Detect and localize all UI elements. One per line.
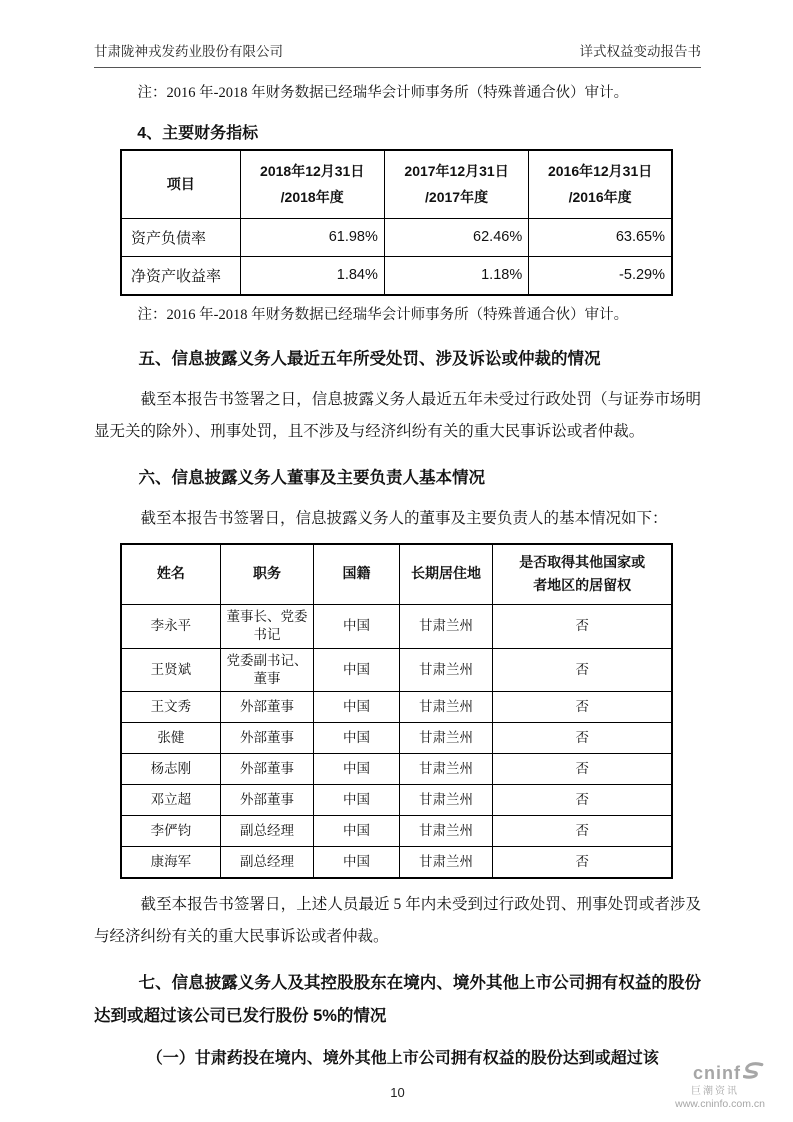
table-row — [121, 847, 672, 879]
director-nationality: 中国 — [314, 816, 399, 847]
director-residence: 甘肃兰州 — [399, 723, 493, 754]
table-row — [121, 692, 672, 723]
director-residence: 甘肃兰州 — [399, 816, 493, 847]
section-7-subheading-1: （一）甘肃药投在境内、境外其他上市公司拥有权益的股份达到或超过该 — [146, 1049, 659, 1067]
col-header-2018-line1: 2018年12月31日 — [260, 162, 365, 179]
director-nationality: 中国 — [314, 754, 399, 785]
director-nationality: 中国 — [314, 723, 399, 754]
director-name: 杨志刚 — [121, 754, 220, 785]
audit-note-repeat: 注：2016 年-2018 年财务数据已经瑞华会计师事务所（特殊普通合伙）审计。 — [137, 306, 629, 323]
col-header-2016-line2: /2016年度 — [568, 189, 632, 206]
director-title: 董事长、党委书记 — [220, 605, 314, 648]
col-header-2016-line1: 2016年12月31日 — [547, 162, 653, 179]
director-nationality: 中国 — [314, 605, 399, 648]
director-name: 李永平 — [121, 605, 220, 648]
table-header-row — [121, 544, 672, 605]
table-row — [121, 648, 672, 691]
director-residence: 甘肃兰州 — [399, 847, 493, 879]
section-heading-4: 4、主要财务指标 — [137, 124, 259, 142]
section-heading-7: 七、信息披露义务人及其控股股东在境内、境外其他上市公司拥有权益的股份达到或超过该公司已发行股份 5%的情况 — [94, 973, 701, 1025]
director-permit: 否 — [493, 847, 672, 879]
value-2016: 63.65% — [529, 218, 672, 256]
page-number: 10 — [390, 1084, 405, 1100]
col-header-2018-line2: /2018年度 — [280, 189, 344, 206]
page-header — [94, 40, 701, 68]
director-title: 党委副书记、董事 — [220, 648, 314, 691]
value-2016: -5.29% — [529, 256, 672, 295]
col-header-item: 项目 — [121, 150, 240, 219]
audit-note: 注：2016 年-2018 年财务数据已经瑞华会计师事务所（特殊普通合伙）审计。 — [137, 85, 629, 101]
financial-indicators-table — [120, 149, 673, 296]
section-heading-6: 六、信息披露义务人董事及主要负责人基本情况 — [138, 468, 486, 487]
director-title: 外部董事 — [220, 754, 314, 785]
col-header-permit — [493, 544, 672, 605]
director-name: 康海军 — [121, 847, 220, 879]
director-residence: 甘肃兰州 — [399, 648, 493, 691]
col-header-residence: 长期居住地 — [399, 544, 493, 605]
value-2017: 62.46% — [384, 218, 528, 256]
table-row — [121, 723, 672, 754]
director-nationality: 中国 — [314, 692, 399, 723]
col-header-2017-line1: 2017年12月31日 — [404, 162, 509, 179]
col-header-2017-line2: /2017年度 — [425, 189, 489, 206]
table-header-row — [121, 150, 672, 219]
indicator-name: 净资产收益率 — [121, 256, 240, 295]
table-row — [121, 785, 672, 816]
director-permit: 否 — [493, 816, 672, 847]
director-permit: 否 — [493, 754, 672, 785]
section-6-intro: 截至本报告书签署日，信息披露义务人的董事及主要负责人的基本情况如下： — [140, 509, 668, 527]
section-heading-5: 五、信息披露义务人最近五年所受处罚、涉及诉讼或仲裁的情况 — [138, 350, 601, 369]
director-title: 副总经理 — [220, 816, 314, 847]
directors-table — [120, 543, 673, 879]
table-row — [121, 816, 672, 847]
director-residence: 甘肃兰州 — [399, 754, 493, 785]
director-residence: 甘肃兰州 — [399, 692, 493, 723]
director-permit: 否 — [493, 648, 672, 691]
header-report-title: 详式权益变动报告书 — [579, 44, 701, 59]
director-permit: 否 — [493, 723, 672, 754]
director-nationality: 中国 — [314, 847, 399, 879]
col-header-2017 — [384, 150, 528, 219]
director-permit: 否 — [493, 692, 672, 723]
director-permit: 否 — [493, 605, 672, 648]
director-name: 王文秀 — [121, 692, 220, 723]
value-2018: 61.98% — [240, 218, 384, 256]
table-row — [121, 605, 672, 648]
director-residence: 甘肃兰州 — [399, 605, 493, 648]
director-residence: 甘肃兰州 — [399, 785, 493, 816]
director-nationality: 中国 — [314, 648, 399, 691]
table-row — [121, 754, 672, 785]
cninfo-url: www.cninfo.com.cn — [675, 1097, 765, 1110]
director-title: 外部董事 — [220, 723, 314, 754]
director-name: 邓立超 — [121, 785, 220, 816]
director-name: 李俨钧 — [121, 816, 220, 847]
director-title: 副总经理 — [220, 847, 314, 879]
cninfo-logo — [675, 1061, 765, 1110]
col-header-name: 姓名 — [121, 544, 220, 605]
col-header-2016 — [529, 150, 672, 219]
value-2017: 1.18% — [384, 256, 528, 295]
col-header-permit-text: 是否取得其他国家或者地区的居留权 — [519, 553, 646, 594]
director-name: 张健 — [121, 723, 220, 754]
cninfo-swirl-icon — [743, 1061, 765, 1086]
director-nationality: 中国 — [314, 785, 399, 816]
header-company-name: 甘肃陇神戎发药业股份有限公司 — [94, 44, 283, 59]
col-header-2018 — [240, 150, 384, 219]
value-2018: 1.84% — [240, 256, 384, 295]
director-title: 外部董事 — [220, 785, 314, 816]
director-name: 王贤斌 — [121, 648, 220, 691]
director-permit: 否 — [493, 785, 672, 816]
section-6-conclusion: 截至本报告书签署日，上述人员最近 5 年内未受到过行政处罚、刑事处罚或者涉及与经济纠纷有关的重大民事诉讼或者仲裁。 — [94, 896, 701, 945]
col-header-title: 职务 — [220, 544, 314, 605]
col-header-nationality: 国籍 — [314, 544, 399, 605]
table-row — [121, 218, 672, 256]
table-row — [121, 256, 672, 295]
cninfo-logo-text: cninf — [693, 1062, 741, 1083]
section-5-paragraph: 截至本报告书签署之日，信息披露义务人最近五年未受过行政处罚（与证券市场明显无关的除外）、刑事处罚，且不涉及与经济纠纷有关的重大民事诉讼或者仲裁。 — [94, 391, 701, 441]
indicator-name: 资产负债率 — [121, 218, 240, 256]
cninfo-brand-name: 巨潮资讯 — [691, 1086, 739, 1098]
director-title: 外部董事 — [220, 692, 314, 723]
